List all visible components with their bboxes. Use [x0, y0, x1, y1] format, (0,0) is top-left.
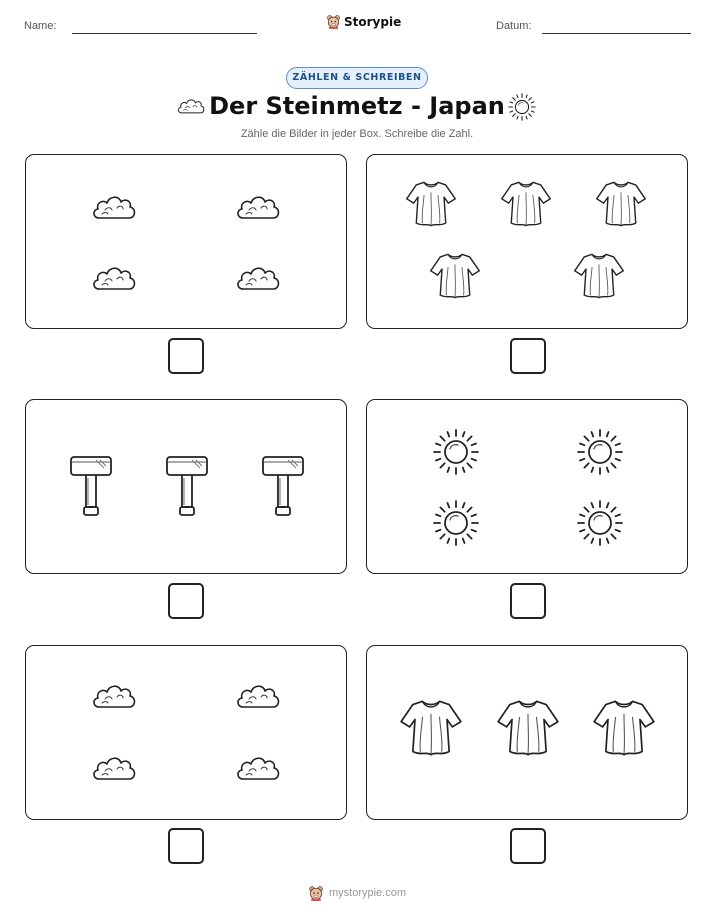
answer-box-4[interactable] — [510, 583, 546, 619]
robe-icon — [500, 179, 552, 229]
counting-box-3 — [25, 399, 347, 574]
answer-box-6[interactable] — [510, 828, 546, 864]
answer-box-3[interactable] — [168, 583, 204, 619]
robe-icon — [399, 698, 463, 758]
mascot-icon — [308, 885, 324, 901]
storypie-logo — [326, 14, 401, 29]
hammer-icon — [260, 453, 306, 519]
date-label: Datum: — [496, 20, 532, 32]
page-title: Der Steinmetz - Japan — [209, 92, 505, 120]
hammer-icon — [164, 453, 210, 519]
cloud-icon — [234, 752, 282, 784]
robe-icon — [595, 179, 647, 229]
cloud-icon — [90, 680, 138, 712]
footer-url[interactable]: mystorypie.com — [328, 887, 407, 899]
footer — [0, 885, 714, 901]
answer-box-1[interactable] — [168, 338, 204, 374]
cloud-icon — [234, 191, 282, 223]
cloud-icon — [234, 680, 282, 712]
counting-box-2 — [366, 154, 688, 329]
robe-icon — [573, 251, 625, 301]
instructions: Zähle die Bilder in jeder Box. Schreibe die Zahl. — [240, 128, 474, 140]
cloud-icon — [90, 191, 138, 223]
sun-icon — [575, 427, 625, 477]
sun-icon — [575, 498, 625, 548]
robe-icon — [592, 698, 656, 758]
counting-box-1 — [25, 154, 347, 329]
date-line[interactable] — [542, 33, 691, 34]
category-badge: ZÄHLEN & SCHREIBEN — [286, 67, 428, 89]
counting-box-6 — [366, 645, 688, 820]
robe-icon — [429, 251, 481, 301]
cloud-icon — [90, 262, 138, 294]
cloud-icon — [90, 752, 138, 784]
name-line[interactable] — [72, 33, 257, 34]
name-label: Name: — [24, 20, 57, 32]
mascot-icon — [326, 14, 341, 29]
cloud-icon — [234, 262, 282, 294]
sun-icon — [431, 427, 481, 477]
sun-icon — [507, 92, 537, 122]
robe-icon — [405, 179, 457, 229]
answer-box-2[interactable] — [510, 338, 546, 374]
robe-icon — [496, 698, 560, 758]
answer-box-5[interactable] — [168, 828, 204, 864]
counting-box-4 — [366, 399, 688, 574]
counting-box-5 — [25, 645, 347, 820]
sun-icon — [431, 498, 481, 548]
logo-text: Storypie — [344, 14, 402, 29]
hammer-icon — [68, 453, 114, 519]
